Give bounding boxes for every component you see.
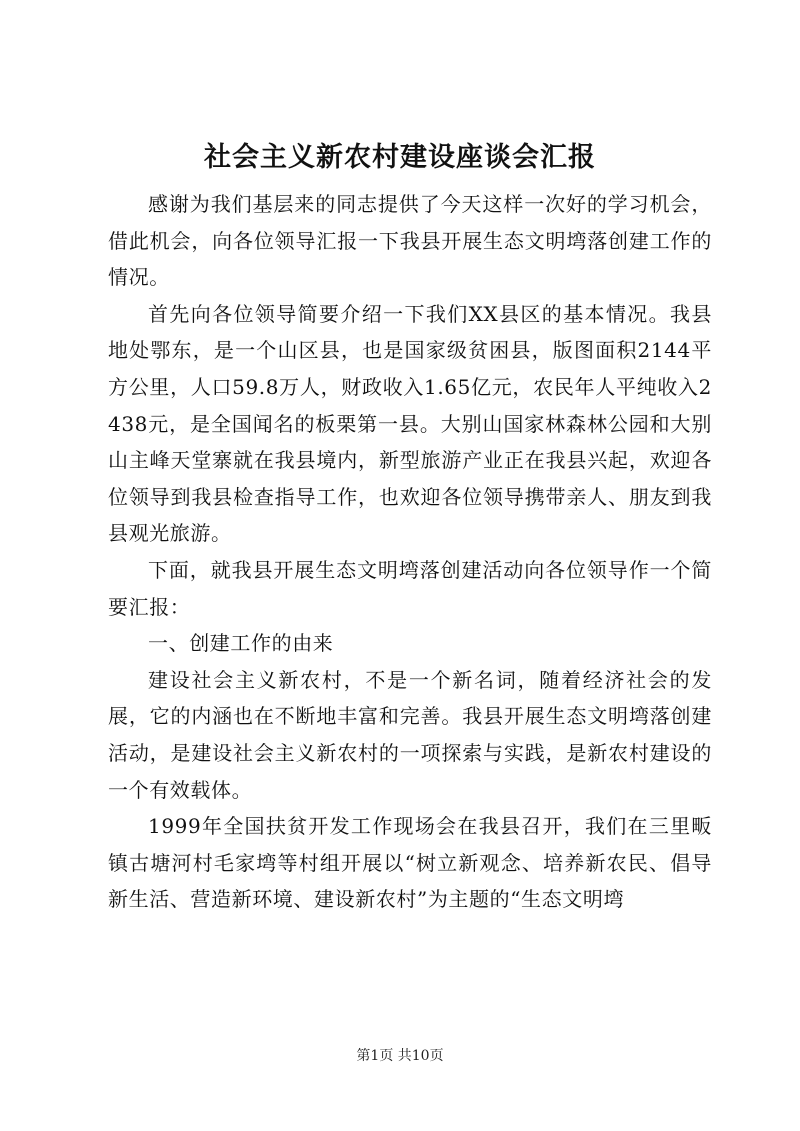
paragraph-county-overview: 首先向各位领导简要介绍一下我们XX县区的基本情况。我县地处鄂东，是一个山区县，也是国家级贫困县，版图面积2144平方公里，人口59.8万人，财政收入1.65亿元，农民年人平纯收入2438元，是全国闻名的板栗第一县。大别山国家林森林公园和大别山主峰天堂寨就在我县境内，新型旅游产业正在我县兴起，欢迎各位领导到我县检查指导工作，也欢迎各位领导携带亲人、朋友到我县观光旅游。 xyxy=(108,301,712,546)
paragraph-1999-meeting: 1999年全国扶贫开发工作现场会在我县召开，我们在三里畈镇古塘河村毛家塆等村组开展以“树立新观念、培养新农民、倡导新生活、营造新环境、建设新农村”为主题的“生态文明塆 xyxy=(108,814,712,912)
page-footer: 第1页 共10页 xyxy=(356,1048,444,1064)
paragraph-report-lead: 下面，就我县开展生态文明塆落创建活动向各位领导作一个简要汇报： xyxy=(108,557,712,619)
paragraph-intro: 感谢为我们基层来的同志提供了今天这样一次好的学习机会，借此机会，向各位领导汇报一下我县开展生态文明塆落创建工作的情况。 xyxy=(108,192,712,290)
document-title: 社会主义新农村建设座谈会汇报 xyxy=(204,142,596,173)
section-heading-origin: 一、创建工作的由来 xyxy=(148,631,334,656)
paragraph-new-countryside: 建设社会主义新农村，不是一个新名词，随着经济社会的发展，它的内涵也在不断地丰富和完善。我县开展生态文明塆落创建活动，是建设社会主义新农村的一项探索与实践，是新农村建设的一个有效载体。 xyxy=(108,667,712,802)
document-body xyxy=(108,186,712,918)
